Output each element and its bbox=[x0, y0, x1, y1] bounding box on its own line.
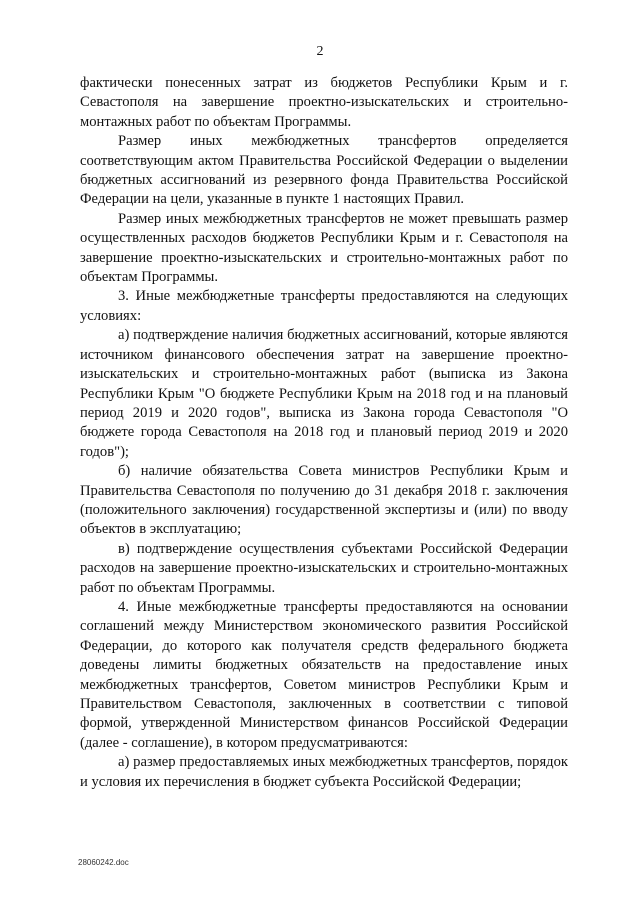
paragraph-continuation: фактически понесенных затрат из бюджетов Республики Крым и г. Севастополя на завершение проектно-изыскательских и строительно-монтажных работ по объектам Программы. bbox=[80, 75, 568, 130]
document-body bbox=[80, 74, 568, 792]
file-code: 28060242.doc bbox=[78, 858, 129, 867]
paragraph-section-3: 3. Иные межбюджетные трансферты предоставляются на следующих условиях: bbox=[80, 288, 568, 324]
paragraph-transfer-limit: Размер иных межбюджетных трансфертов не может превышать размер осуществленных расходов бюджетов Республики Крым и г. Севастополя на завершение проектно-изыскательских и строительно-монтажных работ по объектам Программы. bbox=[80, 210, 568, 286]
page-number: 2 bbox=[316, 44, 324, 59]
paragraph-section-4: 4. Иные межбюджетные трансферты предоставляются на основании соглашений между Министерством экономического развития Российской Федерации, до которого как получателя средств федерального бюджета доведены лимиты бюджетных обязательств на предоставление иных межбюджетных трансфертов, Советом министров Республики Крым и Правительством Севастополя, заключенных в соответствии с типовой формой, утвержденной Министерством финансов Российской Федерации (далее - соглашение), в котором предусматриваются: bbox=[80, 598, 568, 751]
paragraph-agreement-a: а) размер предоставляемых иных межбюджетных трансфертов, порядок и условия их перечисления в бюджет субъекта Российской Федерации; bbox=[80, 754, 568, 790]
paragraph-transfer-size: Размер иных межбюджетных трансфертов определяется соответствующим актом Правительства Российской Федерации о выделении бюджетных ассигнований из резервного фонда Правительства Российской Федерации на цели, указанные в пункте 1 настоящих Правил. bbox=[80, 133, 568, 208]
paragraph-condition-c: в) подтверждение осуществления субъектами Российской Федерации расходов на завершение проектно-изыскательских и строительно-монтажных работ по объектам Программы. bbox=[80, 540, 568, 596]
paragraph-condition-b: б) наличие обязательства Совета министров Республики Крым и Правительства Севастополя по получению до 31 декабря 2018 г. заключения (положительного заключения) государственной экспертизы и (или) по вводу объектов в эксплуатацию; bbox=[80, 463, 568, 538]
paragraph-condition-a: а) подтверждение наличия бюджетных ассигнований, которые являются источником финансового обеспечения затрат на завершение проектно-изыскательских и строительно-монтажных работ (выписка из Закона Республики Крым "О бюджете Республики Крым на 2018 год и на плановый период 2019 и 2020 годов", выписка из Закона города Севастополя "О бюджете города Севастополя на 2018 год и плановый период 2019 и 2020 годов"); bbox=[80, 327, 568, 460]
